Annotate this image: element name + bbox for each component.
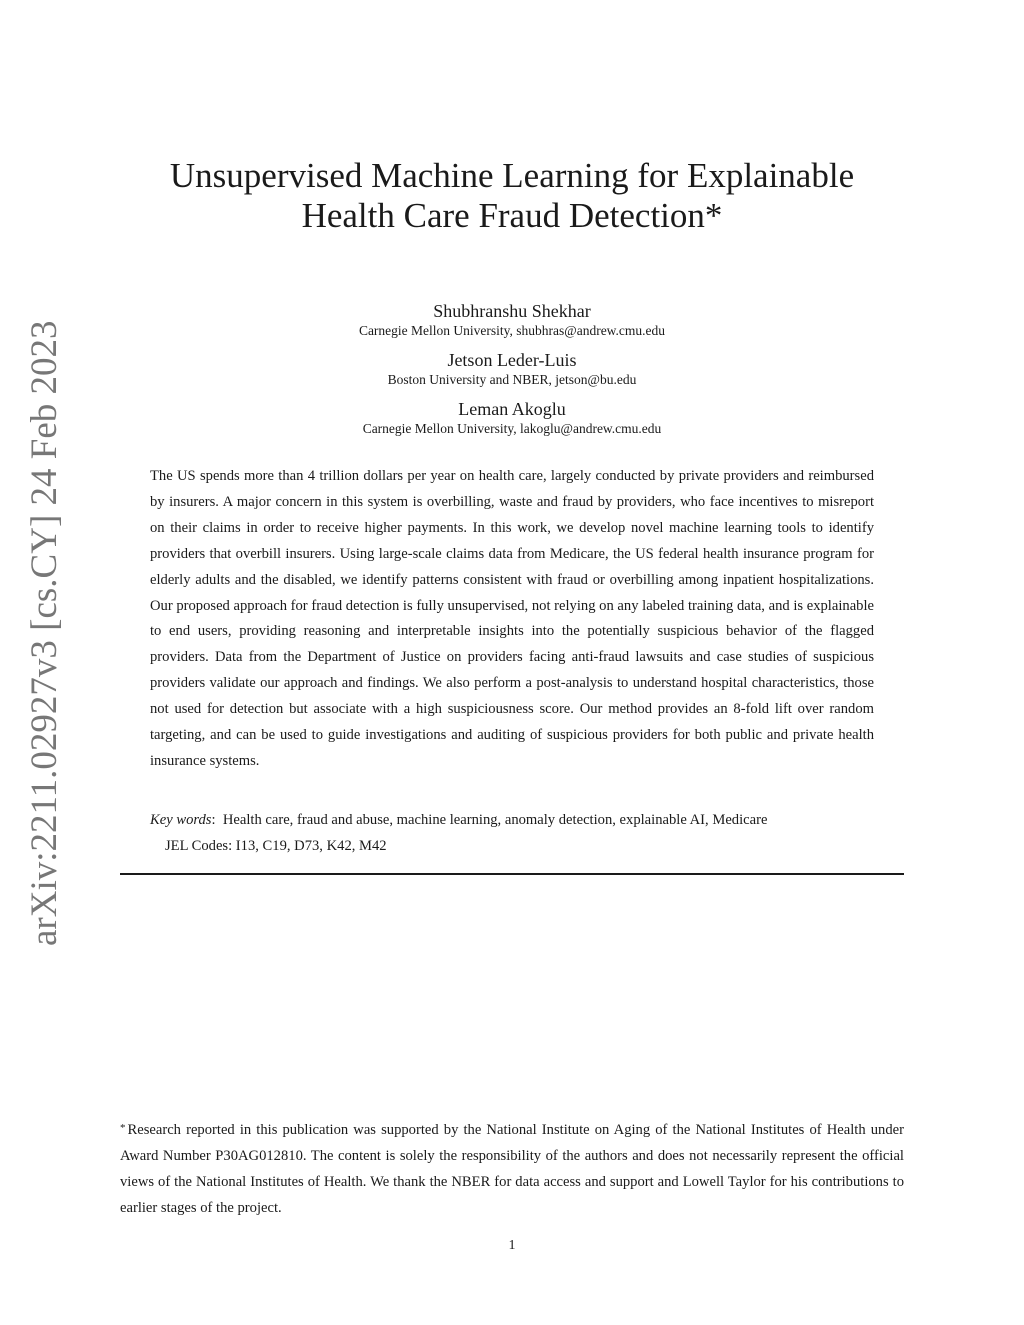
keywords-label: Key words [150, 812, 212, 828]
footnote [120, 1116, 904, 1222]
author-affiliation: Boston University and NBER, jetson@bu.edu [387, 372, 637, 387]
keywords-text: Health care, fraud and abuse, machine learning, anomaly detection, explainable AI, Medicare [222, 812, 768, 828]
page-number: 1 [508, 1238, 516, 1253]
author-2 [112, 349, 912, 389]
keywords: Key words: Health care, fraud and abuse, machine learning, anomaly detection, explainable AI, Medicare [150, 812, 768, 828]
title-line-1: Unsupervised Machine Learning for Explainable [169, 156, 855, 195]
abstract: The US spends more than 4 trillion dollars per year on health care, largely conducted by private providers and reimbursed by insurers. A major concern in this system is overbilling, waste and fraud by providers, who face incentives to misreport on their claims in order to receive higher payments. In this work, we develop novel machine learning tools to identify providers that overbill insurers. Using large-scale claims data from Medicare, the US federal health insurance program for elderly adults and the disabled, we identify patterns consistent with fraud or overbilling among inpatient hospitalizations. Our proposed approach for fraud detection is fully unsupervised, not relying on any labeled training data, and is explainable to end users, providing reasoning and interpretable insights into the potentially suspicious behavior of the flagged providers. Data from the Department of Justice on providers facing anti-fraud lawsuits and case studies of suspicious providers validate our approach and findings. We also perform a post-analysis to understand hospital characteristics, those not used for detection but associate with a high suspiciousness score. Our method provides an 8-fold lift over random targeting, and can be used to guide investigations and auditing of suspicious providers for both public and private health insurance systems. [150, 468, 874, 769]
author-name: Shubhranshu Shekhar [433, 301, 591, 321]
paper-title [112, 156, 912, 236]
footnote-marker: * [120, 1122, 126, 1134]
footnote-text: Research reported in this publication was supported by the National Institute on Aging of the National Institutes of Health under Award Number P30AG012810. The content is solely the responsibility of the authors and does not necessarily represent the official views of the National Institutes of Health. We thank the NBER for data access and support and Lowell Taylor for his contributions to earlier stages of the project. [120, 1122, 904, 1216]
arxiv-identifier: arXiv:2211.02927v3 [cs.CY] 24 Feb 2023 [24, 320, 65, 946]
author-name: Jetson Leder-Luis [447, 350, 577, 370]
title-line-2: Health Care Fraud Detection* [301, 196, 723, 235]
author-3 [112, 398, 912, 438]
jel-codes: JEL Codes: I13, C19, D73, K42, M42 [165, 838, 387, 854]
section-divider [120, 873, 904, 875]
author-1 [112, 300, 912, 340]
author-affiliation: Carnegie Mellon University, lakoglu@andrew.cmu.edu [362, 421, 662, 436]
author-name: Leman Akoglu [458, 399, 566, 419]
author-affiliation: Carnegie Mellon University, shubhras@andrew.cmu.edu [358, 323, 666, 338]
